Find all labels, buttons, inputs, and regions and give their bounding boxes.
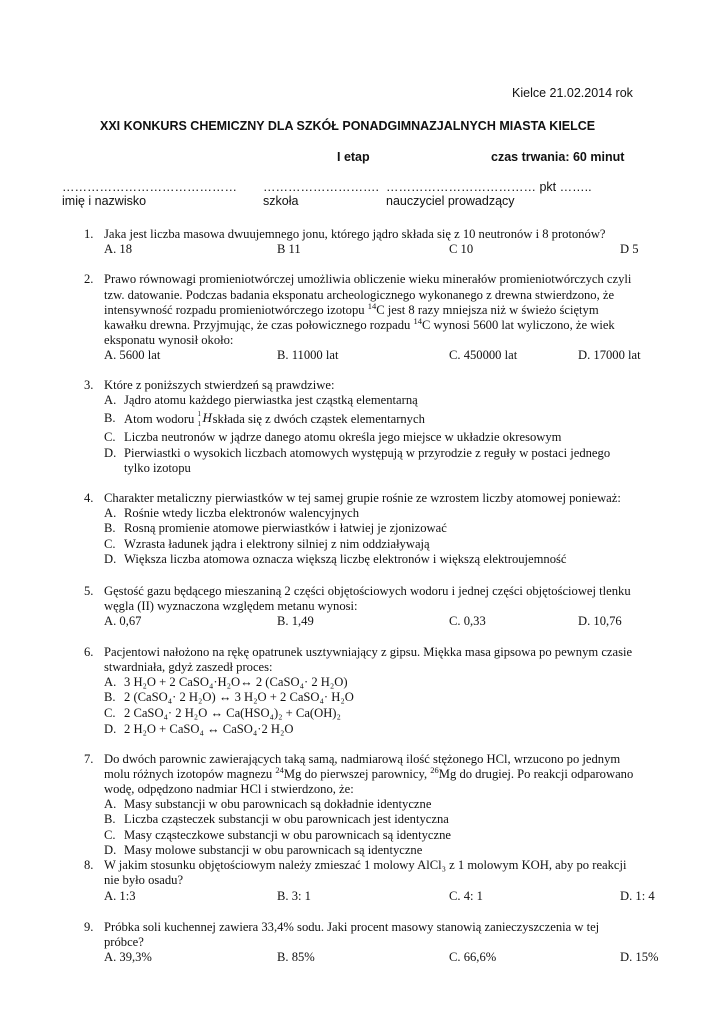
answer-b[interactable]: B. 85% [277,950,315,964]
answer-a[interactable]: A. 1:3 [104,889,136,903]
mass-number: 24 [275,764,284,775]
question-number: 7. [84,752,94,766]
question-number: 8. [84,858,94,872]
answer-d-label[interactable]: D. [104,843,117,857]
question-text-line: węgla (II) wyznaczona względem metanu wynosi: [104,599,358,613]
text-part: Atom wodoru [124,412,198,426]
question-number: 6. [84,645,94,659]
text-part: Mg do pierwszej parownicy, [283,767,431,781]
answer-c-text: 2 CaSO₄· 2 H₂O ↔ Ca(HSO₄)₂ + Ca(OH)₂ [124,706,341,720]
question-text-line: tzw. datowanie. Podczas badania eksponatu archeologicznego wykonanego z drewna stwierdzono, że [104,288,615,302]
question-text-line: Do dwóch parownic zawierających taką samą, nadmiarową ilość stężonego HCl, wrzucono po jednym [104,752,621,766]
answer-b[interactable]: B. 1,49 [277,614,314,628]
answer-b-text: Rosną promienie atomowe pierwiastków i łatwiej je zjonizować [124,521,447,535]
answer-b[interactable]: B 11 [277,242,301,256]
question-text-line: próbce? [104,935,144,949]
answer-c[interactable]: C. 4: 1 [449,889,483,903]
answer-b-label[interactable]: B. [104,411,116,425]
answer-b-text: Liczba cząsteczek substancji w obu parownicach jest identyczna [124,812,449,826]
answer-b-label[interactable]: B. [104,690,116,704]
answer-c-label[interactable]: C. [104,706,116,720]
answer-b-label[interactable]: B. [104,521,116,535]
stage-label: I etap [337,150,370,164]
question-text-line [104,315,615,333]
answer-b[interactable]: B. 11000 lat [277,348,339,362]
answer-a-text: Masy substancji w obu parownicach są dokładnie identyczne [124,797,432,811]
text-part: C wynosi 5600 lat wyliczono, że wiek [421,318,615,332]
question-text-line: Gęstość gazu będącego mieszaniną 2 części objętościowych wodoru i jednej części objętościowej tlenku [104,584,631,598]
duration-label: czas trwania: 60 minut [491,150,625,164]
name-label: imię i nazwisko [62,194,147,208]
teacher-label: nauczyciel prowadzący [386,194,515,208]
hydrogen-isotope-symbol [197,410,212,428]
question-text-line: wodę, odpędzono nadmiar HCl i stwierdzono, że: [104,782,354,796]
answer-d[interactable]: D. 10,76 [578,614,622,628]
text-part: intensywność rozpadu promieniotwórczego izotopu [104,303,368,317]
answer-c[interactable]: C. 66,6% [449,950,497,964]
teacher-field[interactable]: ……………………………… pkt …….. [386,180,592,194]
answer-a[interactable]: A. 18 [104,242,132,256]
answer-c-label[interactable]: C. [104,828,116,842]
answer-c-label[interactable]: C. [104,430,116,444]
answer-b-text: 2 (CaSO₄· 2 H₂O) ↔ 3 H₂O + 2 CaSO₄· H₂O [124,690,354,704]
question-text-line [104,764,634,782]
question-text-line: Prawo równowagi promieniotwórczej umożliwia obliczenie wieku minerałów promieniotwórczych czyli [104,272,632,286]
question-number: 1. [84,227,94,241]
question-text: Które z poniższych stwierdzeń są prawdziwe: [104,378,335,392]
answer-a[interactable]: A. 39,3% [104,950,152,964]
answer-a-label[interactable]: A. [104,675,117,689]
answer-a-label[interactable]: A. [104,506,117,520]
answer-d-label[interactable]: D. [104,722,117,736]
answer-c-text: Wzrasta ładunek jądra i elektrony silniej z nim oddziaływają [124,537,430,551]
answer-d[interactable]: D. 15% [620,950,659,964]
answer-a-text: 3 H₂O + 2 CaSO₄·H₂O↔ 2 (CaSO₄· 2 H₂O) [124,675,348,689]
answer-c-text: Liczba neutronów w jądrze danego atomu określa jego miejsce w układzie okresowym [124,430,562,444]
text-part: Mg do drugiej. Po reakcji odparowano [438,767,634,781]
text-part: C jest 8 razy mniejsza niż w świeżo ściętym [376,303,599,317]
text-part: kawałku drewna. Przyjmując, że czas połowicznego rozpadu [104,318,414,332]
element-symbol: H [202,410,212,425]
answer-c-text: Masy cząsteczkowe substancji w obu parownicach są identyczne [124,828,451,842]
question-text-line [104,300,599,318]
mass-number: 14 [413,315,422,326]
question-text-line: Pacjentowi nałożono na rękę opatrunek usztywniający z gipsu. Miękka masa gipsowa po pewnym czasie [104,645,633,659]
answer-d-text: Masy molowe substancji w obu parownicach są identyczne [124,843,423,857]
question-text-line: eksponatu wynosił około: [104,333,234,347]
answer-b-text [124,411,425,427]
mass-number: 1 [197,410,201,418]
answer-c[interactable]: C. 450000 lat [449,348,518,362]
date-place: Kielce 21.02.2014 rok [512,86,633,100]
answer-d-text: Pierwiastki o wysokich liczbach atomowych występują w przyrodzie z reguły w postaci jednego [124,446,611,460]
answer-a-label[interactable]: A. [104,797,117,811]
answer-d-text: Większa liczba atomowa oznacza większą liczbę elektronów i większą elektroujemność [124,552,567,566]
answer-d[interactable]: D. 17000 lat [578,348,641,362]
answer-b-label[interactable]: B. [104,812,116,826]
answer-c-label[interactable]: C. [104,537,116,551]
answer-a-text: Rośnie wtedy liczba elektronów walencyjnych [124,506,360,520]
question-number: 4. [84,491,94,505]
answer-d-text: 2 H₂O + CaSO₄ ↔ CaSO₄·2 H₂O [124,722,294,736]
question-number: 5. [84,584,94,598]
answer-c[interactable]: C. 0,33 [449,614,486,628]
school-label: szkoła [263,194,299,208]
answer-a[interactable]: A. 5600 lat [104,348,161,362]
question-text-line: nie było osadu? [104,873,184,887]
question-number: 3. [84,378,94,392]
answer-a-text: Jądro atomu każdego pierwiastka jest cząstką elementarną [124,393,418,407]
question-text-line: stwardniała, gdyż zaszedł proces: [104,660,273,674]
question-text-line: Próbka soli kuchennej zawiera 33,4% sodu. Jaki procent masowy stanowią zanieczyszczenia w tej [104,920,600,934]
answer-d[interactable]: D 5 [620,242,639,256]
question-text: Charakter metaliczny pierwiastków w tej samej grupie rośnie ze wzrostem liczby atomowej ponieważ: [104,491,621,505]
answer-d-text-cont: tylko izotopu [124,461,191,475]
mass-number: 14 [367,300,377,311]
text-part: molu różnych izotopów magnezu [104,767,276,781]
name-field[interactable]: …………………………………… [62,180,237,194]
answer-a[interactable]: A. 0,67 [104,614,142,628]
answer-b[interactable]: B. 3: 1 [277,889,311,903]
question-number: 2. [84,272,94,286]
atomic-number: 1 [197,420,201,428]
mass-number: 26 [430,764,439,775]
answer-d-label[interactable]: D. [104,446,117,460]
text-part: składa się z dwóch cząstek elementarnych [209,412,425,426]
school-field[interactable]: ………………………. [263,180,379,194]
question-text: Jaka jest liczba masowa dwuujemnego jonu, którego jądro składa się z 10 neutronów i 8 protonów? [104,227,606,241]
answer-a-label[interactable]: A. [104,393,117,407]
answer-c[interactable]: C 10 [449,242,474,256]
answer-d-label[interactable]: D. [104,552,117,566]
question-text-line: W jakim stosunku objętościowym należy zmieszać 1 molowy AlCl₃ z 1 molowym KOH, aby po reakcji [104,858,627,872]
question-number: 9. [84,920,94,934]
page-title: XXI KONKURS CHEMICZNY DLA SZKÓŁ PONADGIMNAZJALNYCH MIASTA KIELCE [100,119,596,133]
answer-d[interactable]: D. 1: 4 [620,889,655,903]
